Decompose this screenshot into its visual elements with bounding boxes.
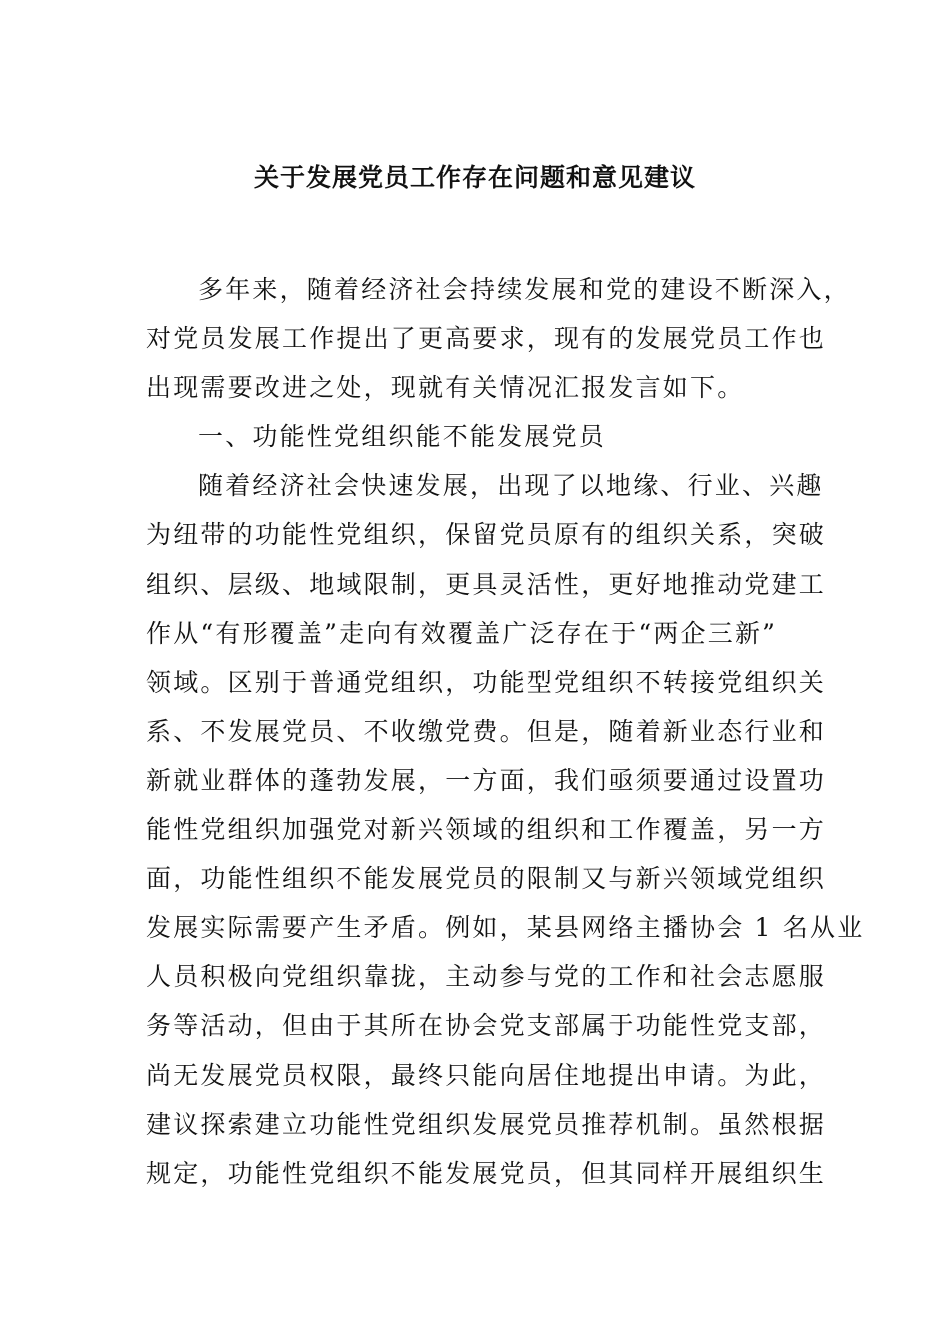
body-line: 面，功能性组织不能发展党员的限制又与新兴领域党组织 — [146, 864, 827, 894]
body-line: 建议探索建立功能性党组织发展党员推荐机制。虽然根据 — [146, 1109, 827, 1139]
body-line: 新就业群体的蓬勃发展，一方面，我们亟须要通过设置功 — [146, 765, 827, 795]
body-line: 随着经济社会快速发展，出现了以地缘、行业、兴趣 — [198, 471, 824, 501]
body-line: 为纽带的功能性党组织，保留党员原有的组织关系，突破 — [146, 520, 827, 550]
body-line: 系、不发展党员、不收缴党费。但是，随着新业态行业和 — [146, 716, 827, 746]
body-line: 对党员发展工作提出了更高要求，现有的发展党员工作也 — [146, 324, 827, 354]
body-line: 能性党组织加强党对新兴领域的组织和工作覆盖，另一方 — [146, 815, 827, 845]
document-title: 关于发展党员工作存在问题和意见建议 — [253, 163, 696, 192]
body-line: 务等活动，但由于其所在协会党支部属于功能性党支部， — [146, 1011, 827, 1041]
body-line: 规定，功能性党组织不能发展党员，但其同样开展组织生 — [146, 1158, 827, 1188]
body-line: 一、功能性党组织能不能发展党员 — [198, 422, 607, 452]
body-line: 出现需要改进之处，现就有关情况汇报发言如下。 — [146, 373, 745, 403]
body-line: 领域。区别于普通党组织，功能型党组织不转接党组织关 — [146, 667, 827, 697]
body-line: 尚无发展党员权限，最终只能向居住地提出申请。为此， — [146, 1060, 827, 1090]
body-line: 多年来，随着经济社会持续发展和党的建设不断深入， — [198, 275, 851, 304]
body-line: 作从“有形覆盖”走向有效覆盖广泛存在于“两企三新” — [146, 618, 778, 648]
body-line: 人员积极向党组织靠拢，主动参与党的工作和社会志愿服 — [146, 962, 827, 992]
body-line: 发展实际需要产生矛盾。例如，某县网络主播协会 1 名从业 — [146, 913, 865, 943]
document-body — [146, 265, 865, 1198]
body-line: 组织、层级、地域限制，更具灵活性，更好地推动党建工 — [146, 569, 827, 599]
